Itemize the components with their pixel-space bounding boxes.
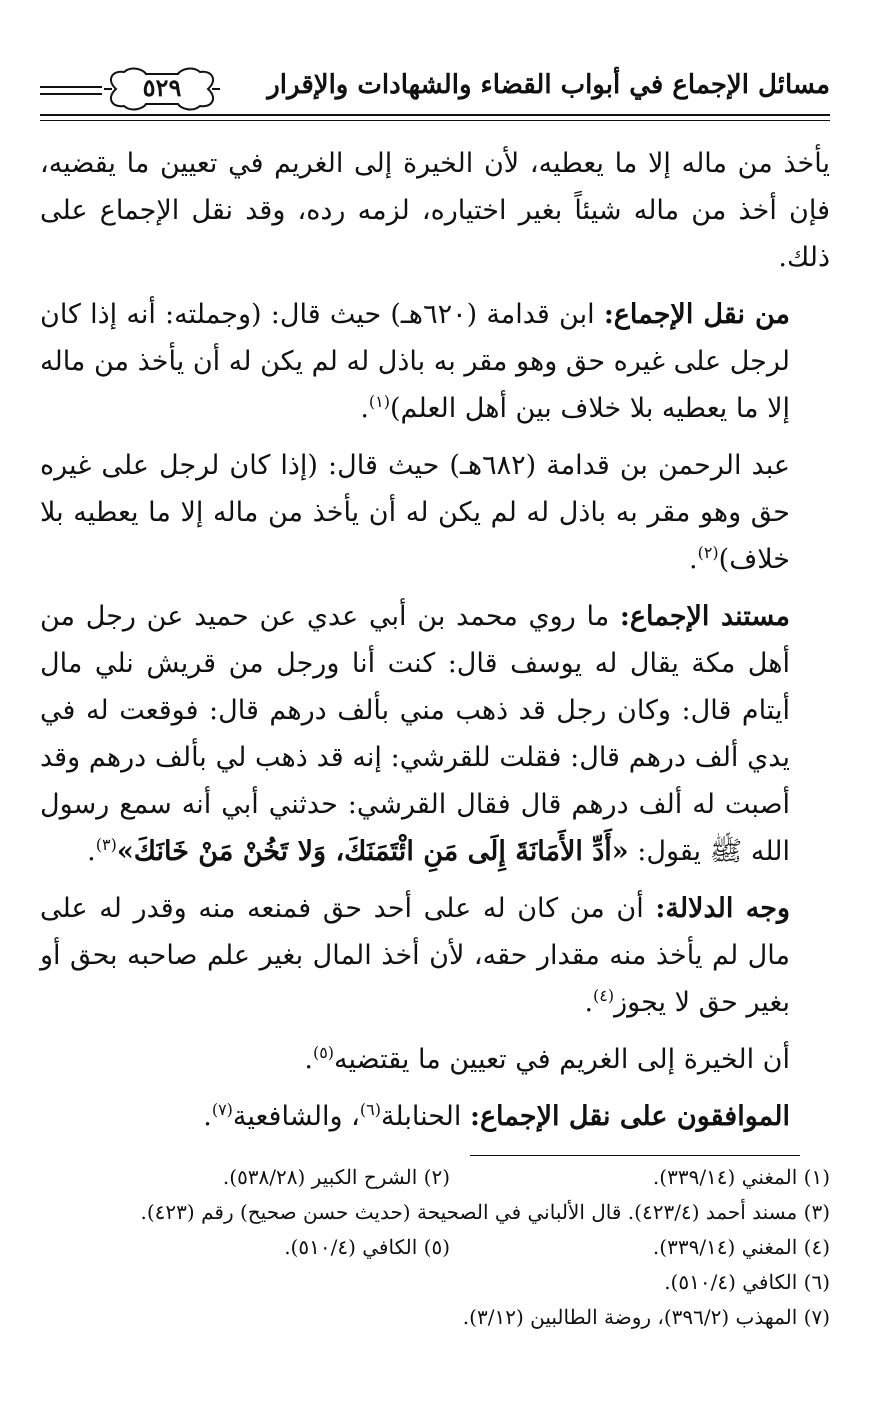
paragraph: وجه الدلالة: أن من كان له على أحد حق فمنعه منه وقدر له على مال لم يأخذ منه مقدار حقه، لأن أخذ المال بغير علم صاحبه بحق أو بغير حق لا يجوز$^{(٤)}$. (40, 893, 791, 1018)
paragraph-text: ما روي محمد بن أبي عدي عن حميد عن رجل من أهل مكة يقال له يوسف قال: كنت أنا ورجل من قريش نلي مال أيتام قال: وكان رجل قد ذهب مني بألف درهم قال: فوقعت له في يدي ألف درهم قال: فقلت للقرشي: إنه قد ذهب لي بألف درهم وقد أصبت له ألف درهم قال فقال القرشي: حدثني أبي أنه سمع رسول الله ﷺ يقول: (40, 601, 790, 867)
header-ornament-line (40, 86, 102, 88)
paragraph-text: يأخذ من ماله إلا ما يعطيه، لأن الخيرة إلى الغريم في تعيين ما يقضيه، فإن أخذ من ماله شيئاً بغير اختياره، لزمه رده، وقد نقل الإجماع على ذلك. (40, 148, 830, 273)
paragraph-text: أن من كان له على أحد حق فمنعه منه وقدر له على مال لم يأخذ منه مقدار حقه، لأن أخذ المال بغير علم صاحبه بحق أو بغير حق لا يجوز (40, 893, 790, 1018)
footnote: (٣) مسند أحمد (٤٢٣/٤). قال الألباني في الصحيحة (حديث حسن صحيح) رقم (٤٢٣). (140, 1200, 830, 1224)
page-header (40, 62, 830, 132)
header-rule (40, 114, 830, 116)
paragraph-text: الحنابلة (380, 1101, 470, 1132)
footnote: (٧) المهذب (٣٩٦/٢)، روضة الطالبين (٣/١٢). (462, 1305, 830, 1329)
paragraph-text: عبد الرحمن بن قدامة (٦٨٢هـ) حيث قال: (إذا كان لرجل على غيره حق وهو مقر به باذل له لم يكن له أن يأخذ من ماله إلا ما يعطيه بلا خلاف) (40, 450, 790, 575)
footnote-ref: (٤) (593, 986, 615, 1005)
paragraph: الموافقون على نقل الإجماع: الحنابلة$^{(٦)}$، والشافعية$^{(٧)}$. (203, 1100, 790, 1132)
paragraph: مستند الإجماع: ما روي محمد بن أبي عدي عن حميد عن رجل من أهل مكة يقال له يوسف قال: كنت أنا ورجل من قريش نلي مال أيتام قال: وكان رجل قد ذهب مني بألف درهم قال: فوقعت له في يدي ألف درهم قال: فقلت للقرشي: إنه قد ذهب لي بألف درهم وقد أصبت له ألف درهم قال فقال القرشي: حدثني أبي أنه سمع رسول الله ﷺ يقول: «أَدِّ الأَمَانَةَ إِلَى مَنِ ائْتَمَنَكَ، وَلا تَخُنْ مَنْ خَانَكَ»$^{(٣)}$. (40, 601, 791, 867)
footnote-ref: (٣) (95, 835, 117, 854)
footnote-separator (470, 1155, 800, 1156)
running-title: مسائل الإجماع في أبواب القضاء والشهادات والإقرار (267, 70, 830, 100)
footnote: (٦) الكافي (٥١٠/٤). (664, 1270, 830, 1294)
footnotes (40, 1160, 830, 1335)
paragraph-text: أن الخيرة إلى الغريم في تعيين ما يقتضيه (334, 1044, 790, 1075)
footnote: (٤) المغني (٣٣٩/١٤). (652, 1235, 830, 1259)
header-rule (40, 120, 830, 121)
section-lead: من نقل الإجماع: (603, 299, 790, 330)
main-text (40, 140, 830, 1140)
paragraph: من نقل الإجماع: ابن قدامة (٦٢٠هـ) حيث قال: (وجملته: أنه إذا كان لرجل على غيره حق وهو مقر به باذل له لم يكن له أن يأخذ من ماله إلا ما يعطيه بلا خلاف بين أهل العلم)$^{(١)}$. (40, 299, 790, 424)
section-lead: مستند الإجماع: (619, 601, 791, 632)
footnote-row (40, 1230, 830, 1265)
page-number: ٥٢٩ (142, 73, 182, 102)
footnote-ref: (٢) (697, 543, 719, 562)
section-lead: الموافقون على نقل الإجماع: (469, 1101, 790, 1132)
paragraph: عبد الرحمن بن قدامة (٦٨٢هـ) حيث قال: (إذا كان لرجل على غيره حق وهو مقر به باذل له لم يكن له أن يأخذ من ماله إلا ما يعطيه بلا خلاف)$^{(٢)}$. (40, 450, 790, 575)
paragraph-text: ابن قدامة (٦٢٠هـ) حيث قال: (وجملته: أنه إذا كان لرجل على غيره حق وهو مقر به باذل له لم يكن له أن يأخذ من ماله إلا ما يعطيه بلا خلاف بين أهل العلم) (40, 299, 790, 424)
footnote-row (40, 1300, 830, 1335)
footnote-ref: (٧) (211, 1100, 233, 1119)
paragraph-text: ، والشافعية (232, 1101, 360, 1132)
footnote-ref: (١) (368, 392, 390, 411)
footnote-row (40, 1160, 830, 1195)
header-ornament-line (40, 93, 102, 95)
hadith-quote: «أَدِّ الأَمَانَةَ إِلَى مَنِ ائْتَمَنَكَ، وَلا تَخُنْ مَنْ خَانَكَ» (116, 836, 629, 867)
section-lead: وجه الدلالة: (655, 893, 791, 924)
footnote: (٢) الشرح الكبير (٥٣٨/٢٨). (222, 1165, 450, 1189)
page-number-badge (102, 66, 222, 112)
footnote-row (40, 1265, 830, 1300)
footnote-ref: (٥) (312, 1043, 335, 1062)
footnote-ref: (٦) (359, 1100, 381, 1119)
footnote: (٥) الكافي (٥١٠/٤). (284, 1235, 450, 1259)
footnote-row (40, 1195, 830, 1230)
paragraph (40, 140, 830, 281)
footnote: (١) المغني (٣٣٩/١٤). (652, 1165, 830, 1189)
paragraph: أن الخيرة إلى الغريم في تعيين ما يقتضيه$^{(٥)}$. (304, 1043, 790, 1075)
